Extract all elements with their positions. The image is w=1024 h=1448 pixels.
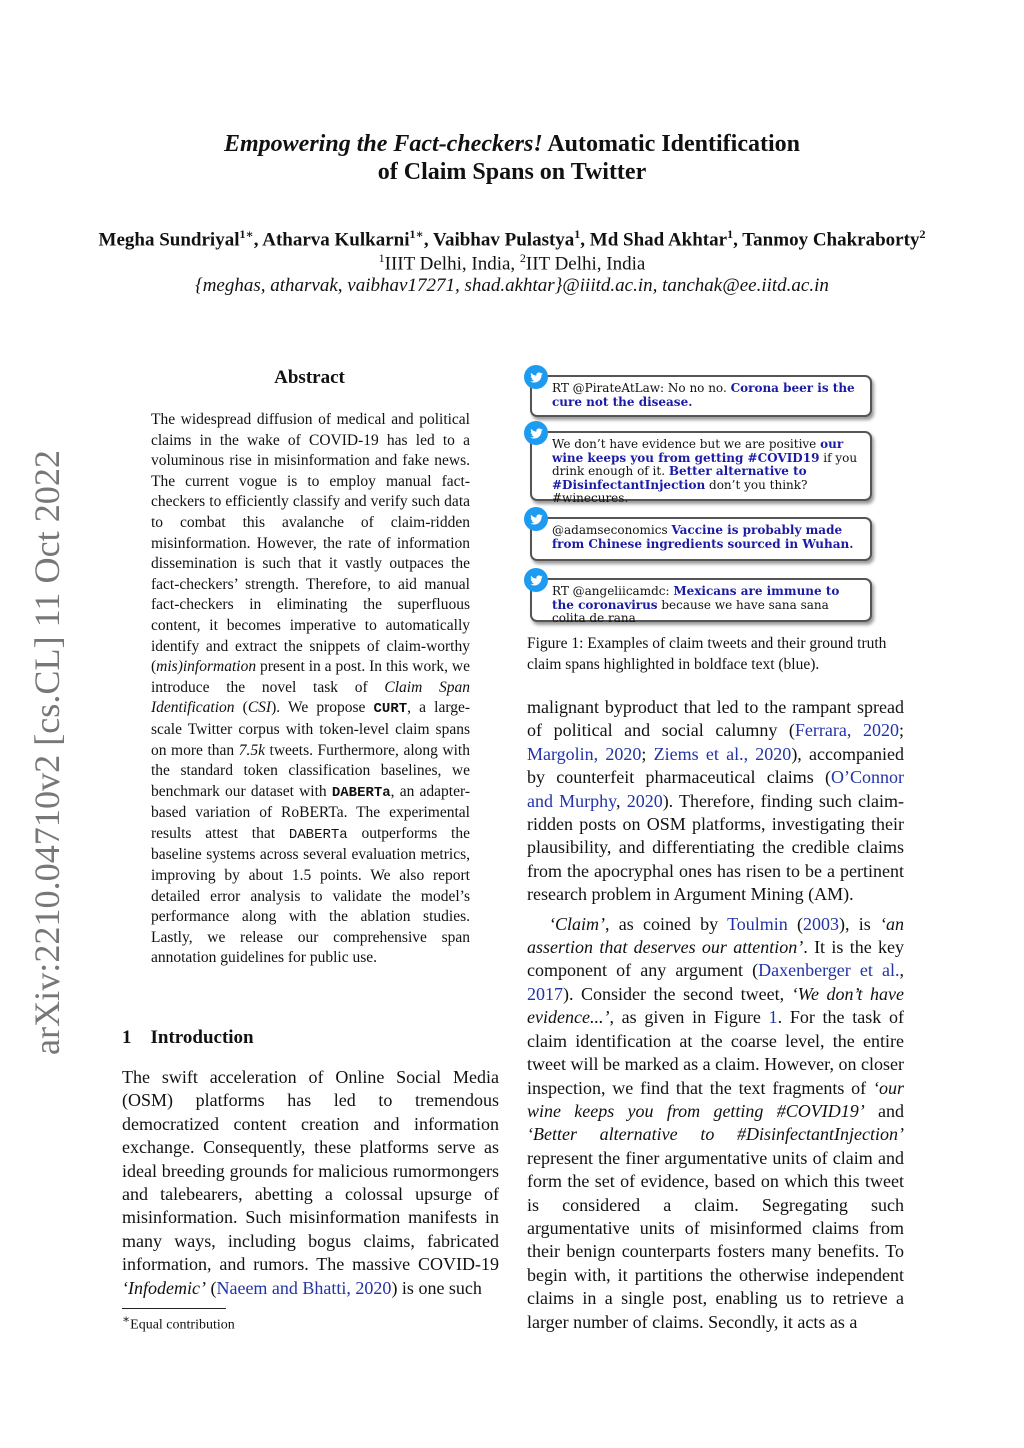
figure-ref-link[interactable]: 1 xyxy=(768,1007,778,1028)
dataset-name: CURT xyxy=(373,701,408,718)
author-list: Megha Sundriyal$^{1∗}$, Atharva Kulkarni$^{1∗}$, Vaibhav Pulastya$^1$, Md Shad Akhtar$^1$, Tanmoy Chakraborty$^2$ xyxy=(98,227,926,251)
claim-span: Mexicans are immune to the coronavirus xyxy=(552,584,840,612)
abstract-text: points. We also report detailed error analysis to validate the model’s performance along with the ablation studies. Lastly, we release our comprehensive span annotation guidelines for public use. xyxy=(151,867,470,967)
author-name: Md Shad Akhtar xyxy=(589,229,728,251)
title-line1: Automatic Identification xyxy=(547,131,800,157)
footnote xyxy=(122,1312,235,1334)
abstract-italic: mis xyxy=(156,658,178,676)
author-name: Vaibhav Pulastya xyxy=(432,229,575,251)
citation-link[interactable]: O’Connor and Murphy xyxy=(527,767,904,811)
body-text: ; xyxy=(641,743,654,764)
citation-link[interactable]: Ferrara, 2020 xyxy=(794,720,899,741)
paragraph xyxy=(527,696,904,907)
body-text: ; xyxy=(898,720,904,741)
intro-text: ( xyxy=(205,1277,217,1298)
paragraph xyxy=(527,913,904,1334)
abstract-number: 7.5k xyxy=(238,741,265,759)
section-number: 1 xyxy=(122,1027,132,1048)
section-title: Introduction xyxy=(150,1027,254,1048)
footnote-text: Equal contribution xyxy=(130,1317,235,1333)
citation-link[interactable]: 2003 xyxy=(803,913,840,934)
body-text: ), is xyxy=(839,913,881,934)
abstract-text: ). We propose xyxy=(271,699,374,717)
author-affil-mark: 1∗ xyxy=(239,227,254,241)
model-name: DABERTa xyxy=(331,784,391,801)
abstract-text: The widespread diffusion of medical and political claims in the wake of COVID-19 has led to a voluminous rise in misinformation and fake news. The current vogue is to employ manual fact-checkers to efficiently classify and verify such data to combat this avalanche of claim-ridden misinformation. However, the rate of information dissemination is such that it vastly outpaces the fact-checkers’ strength. Therefore, to aid manual fact-checkers in eliminating the superfluous content, it becomes imperative to automatically identify and extract the snippets of claim-worthy ( xyxy=(151,411,470,676)
affil-1: IIIT Delhi, India, xyxy=(384,253,520,275)
body-text: . It is the key component of any argument ( xyxy=(527,937,904,981)
title-italic: Empowering the Fact-checkers! xyxy=(224,131,543,157)
tweet-card xyxy=(530,517,872,561)
tweet-text: We don’t have evidence but we are positive xyxy=(552,437,821,451)
section-heading-introduction xyxy=(122,1027,254,1049)
citation-link[interactable]: 2020 xyxy=(626,790,663,811)
body-text: , as coined by xyxy=(605,913,728,934)
body-italic: ‘Claim’ xyxy=(549,913,605,934)
abstract-body xyxy=(151,410,470,969)
abstract-text: tweets. Furthermore, along with the standard token classification baselines, we benchmark our dataset with xyxy=(151,741,470,800)
abstract-text: present in a post. In this work, we introduce the novel task of xyxy=(151,658,470,696)
intro-text: The swift acceleration of Online Social Media (OSM) platforms has led to tremendous democratized content creation and information exchange. Consequently, these platforms serve as ideal breeding grounds for malicious rumormongers and talebearers, abetting a colossal upsurge of misinformation. Such misinformation manifests in many ways, including bogus claims, fabricated information, and rumors. The massive COVID-19 xyxy=(122,1067,499,1275)
citation-link[interactable]: Daxenberger et al. xyxy=(758,960,900,981)
abstract-text: outperforms the baseline systems across several evaluation metrics, improving by about xyxy=(151,824,470,885)
author-affil-mark: 1∗ xyxy=(409,227,424,241)
body-text: malignant byproduct that led to the rampant spread of political and social calumny ( xyxy=(527,697,904,741)
claim-span: Corona beer is the cure not the disease. xyxy=(552,381,855,409)
tweet-text: @adamseconomics xyxy=(552,523,672,537)
twitter-bird-icon xyxy=(524,421,548,445)
twitter-bird-icon xyxy=(524,507,548,531)
body-italic: ‘an assertion that deserves our attention’ xyxy=(527,913,905,958)
intro-text: ) is one such xyxy=(391,1277,482,1298)
claim-span: Vaccine is probably made from Chinese ingredients sourced in Wuhan. xyxy=(552,523,854,551)
tweet-text: RT @PirateAtLaw: No no no. xyxy=(552,381,731,395)
body-text: ( xyxy=(787,913,804,934)
arxiv-stamp-text: arXiv:2210.04710v2 [cs.CL] 11 Oct 2022 xyxy=(27,452,67,1055)
citation-link[interactable]: Toulmin xyxy=(727,913,788,934)
author-name: Atharva Kulkarni xyxy=(262,229,410,251)
abstract-text: ( xyxy=(234,699,248,717)
body-text: . For the task of claim identification at the coarse level, the entire tweet will be marked as a claim. However, on closer inspection, we find that the text fragments of xyxy=(527,1007,905,1098)
citation-link[interactable]: Naeem and Bhatti, 2020 xyxy=(216,1277,392,1298)
paper-title xyxy=(110,130,914,186)
footnote-mark: ∗ xyxy=(122,1312,131,1326)
affil-2: IIT Delhi, India xyxy=(525,253,646,275)
claim-span: our wine keeps you from getting #COVID19 xyxy=(552,437,844,465)
intro-italic: ‘Infodemic’ xyxy=(122,1277,206,1298)
body-text: and xyxy=(864,1100,904,1121)
arxiv-stamp-svg xyxy=(4,440,80,1070)
introduction-body xyxy=(122,1066,499,1300)
tweet-text: because we have sana sana colita de rana xyxy=(552,597,829,625)
affiliations xyxy=(40,251,984,275)
abstract-heading: Abstract xyxy=(274,367,345,388)
right-column-body xyxy=(527,696,904,1334)
twitter-bird-icon xyxy=(524,568,548,592)
tweet-text: if you drink enough of it. xyxy=(552,450,858,478)
tweet-card xyxy=(530,375,872,417)
body-text: , xyxy=(899,960,905,981)
author-name: Tanmoy Chakraborty xyxy=(742,229,920,251)
model-name: DABERTa xyxy=(288,826,348,843)
body-text: ). Consider the second tweet, xyxy=(563,983,792,1004)
citation-link[interactable]: Ziems et al., 2020 xyxy=(653,743,792,764)
twitter-bird-icon xyxy=(524,365,548,389)
arxiv-identifier xyxy=(4,440,80,1070)
tweet-card xyxy=(530,578,872,625)
body-italic: ‘We don’t have evidence...’ xyxy=(527,983,904,1028)
body-text: ). Therefore, finding such claim-ridden posts on OSM platforms, investigating their plausibility, and differentiating the credible claims from the apocryphal ones has risen to be a pertinent research problem in Argument Mining (AM). xyxy=(527,790,904,905)
tweet-text: RT @angeliicamdc: xyxy=(552,584,674,598)
body-text: , as given in Figure xyxy=(609,1007,769,1028)
tweet-text: don’t you think? #winecures. xyxy=(552,477,808,505)
abstract-text: , a large-scale Twitter corpus with token-level claim spans on more than xyxy=(151,699,470,759)
author-affil-mark: 1 xyxy=(727,227,734,241)
author-emails: {meghas, atharvak, vaibhav17271, shad.akhtar}@iiitd.ac.in, tanchak@ee.iitd.ac.in xyxy=(195,275,829,296)
abstract-text: , an adapter-based variation of RoBERTa. The experimental results attest that xyxy=(151,782,471,842)
abstract-number: 1.5 xyxy=(291,867,312,885)
body-text: represent the finer argumentative units of claim and form the set of evidence, based on which this tweet is considered a claim. Segregating such argumentative units of misinformed claims from their benign counterparts fosters many benefits. To begin with, it partitions the otherwise independent claims in a single post, enabling us to retrieve a larger number of claims. Secondly, it acts as a xyxy=(527,1147,904,1332)
citation-link[interactable]: Margolin, 2020 xyxy=(527,743,642,764)
claim-span: Better alternative to #DisinfectantInjection xyxy=(552,464,807,492)
body-text: , xyxy=(616,790,627,811)
footnote-rule xyxy=(122,1308,226,1309)
affil-mark-1: 1 xyxy=(378,251,385,265)
author-name: Megha Sundriyal xyxy=(98,229,240,251)
abstract-task-name: Claim Span Identification xyxy=(151,678,470,717)
tweet-card xyxy=(530,431,872,505)
affil-mark-2: 2 xyxy=(519,251,526,265)
body-text: ), accompanied by counterfeit pharmaceutical claims ( xyxy=(527,743,904,788)
abstract-task-abbr: CSI xyxy=(247,699,272,717)
body-italic: ‘Better alternative to #DisinfectantInjection’ xyxy=(527,1124,904,1145)
title-line2: of Claim Spans on Twitter xyxy=(377,159,647,185)
body-italic: ‘our wine keeps you from getting #COVID19’ xyxy=(527,1077,904,1121)
citation-link[interactable]: 2017 xyxy=(527,983,563,1004)
abstract-italic: )information xyxy=(177,658,257,676)
figure-caption: Figure 1: Examples of claim tweets and their ground truth claim spans highlighted in boldface text (blue). xyxy=(527,635,887,673)
author-affil-mark: 2 xyxy=(919,227,926,241)
author-affil-mark: 1 xyxy=(574,227,581,241)
